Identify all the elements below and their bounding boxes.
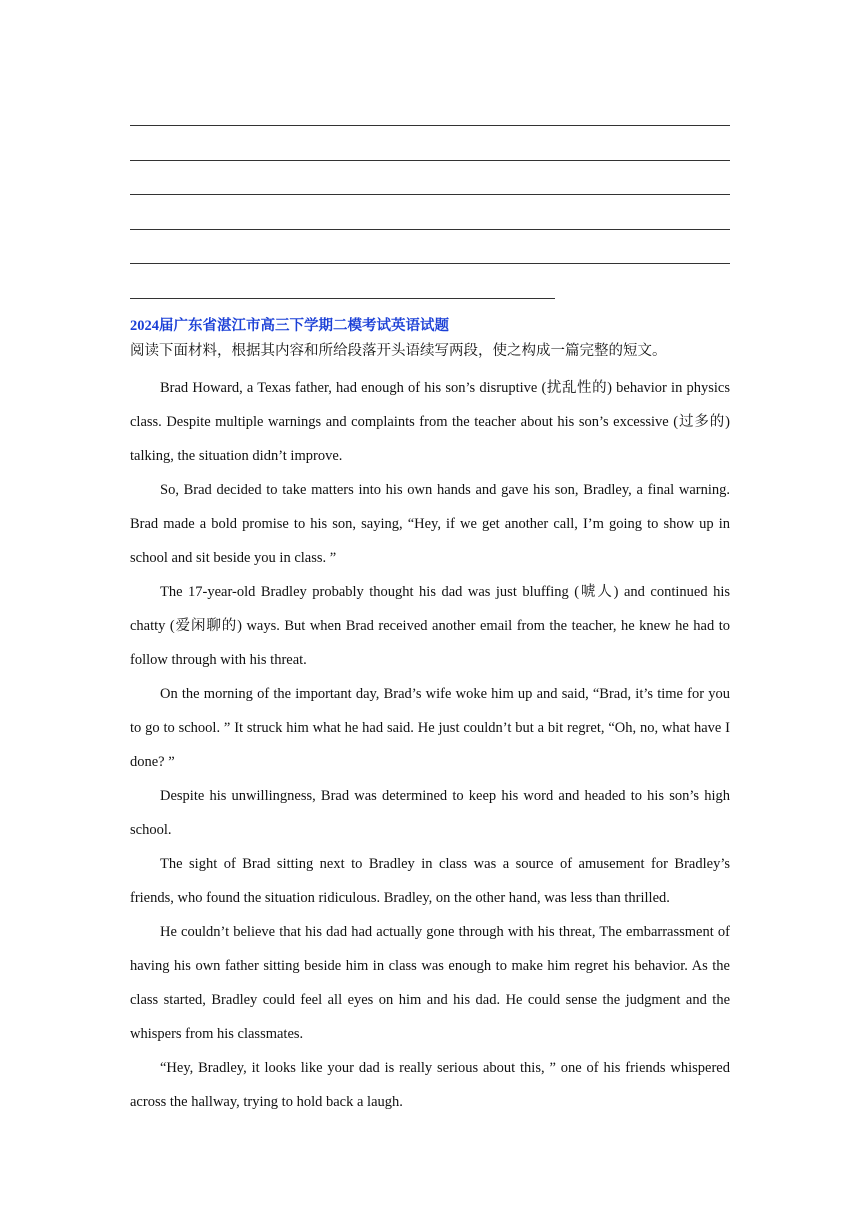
answer-line — [130, 193, 730, 195]
story-paragraph: Brad Howard, a Texas father, had enough of his son’s disruptive (扰乱性的) behavior in physics class. Despite multiple warnings and complaints from the teacher about his son’s excessive (过多的) talking, the situation didn’t improve. — [130, 379, 730, 464]
story-paragraph: On the morning of the important day, Brad’s wife woke him up and said, “Brad, it’s time for you to go to school. ” It struck him what he had said. He just couldn’t but a bit regret, “Oh, no, what have I done? ” — [130, 685, 730, 770]
story-body — [130, 371, 730, 1119]
answer-line — [130, 262, 730, 264]
story-paragraph: So, Brad decided to take matters into his own hands and gave his son, Bradley, a final warning. Brad made a bold promise to his son, saying, “Hey, if we get another call, I’m going to show up in school and sit beside you in class. ” — [130, 481, 730, 566]
instruction-text: 阅读下面材料，根据其内容和所给段落开头语续写两段，使之构成一篇完整的短文。 — [130, 342, 667, 359]
story-paragraph: He couldn’t believe that his dad had actually gone through with his threat, The embarrassment of having his own father sitting beside him in class was enough to make him regret his behavior. As the class started, Bradley could feel all eyes on him and his dad. He could sense the judgment and the whispers from his classmates. — [130, 923, 730, 1042]
answer-line — [130, 159, 730, 161]
story-paragraph: “Hey, Bradley, it looks like your dad is really serious about this, ” one of his friends whispered across the hallway, trying to hold back a laugh. — [130, 1059, 730, 1110]
document-page — [130, 108, 730, 1119]
story-paragraph: The sight of Brad sitting next to Bradley in class was a source of amusement for Bradley’s friends, who found the situation ridiculous. Bradley, on the other hand, was less than thrilled. — [130, 855, 730, 906]
answer-lines — [130, 108, 730, 299]
story-paragraph: Despite his unwillingness, Brad was determined to keep his word and headed to his son’s high school. — [130, 787, 730, 838]
answer-line — [130, 297, 555, 299]
story-paragraph: The 17-year-old Bradley probably thought his dad was just bluffing (唬人) and continued his chatty (爱闲聊的) ways. But when Brad received another email from the teacher, he knew he had to follow through with his threat. — [130, 583, 730, 668]
answer-line — [130, 124, 730, 126]
answer-line — [130, 228, 730, 230]
exam-title: 2024届广东省湛江市高三下学期二模考试英语试题 — [130, 317, 449, 334]
